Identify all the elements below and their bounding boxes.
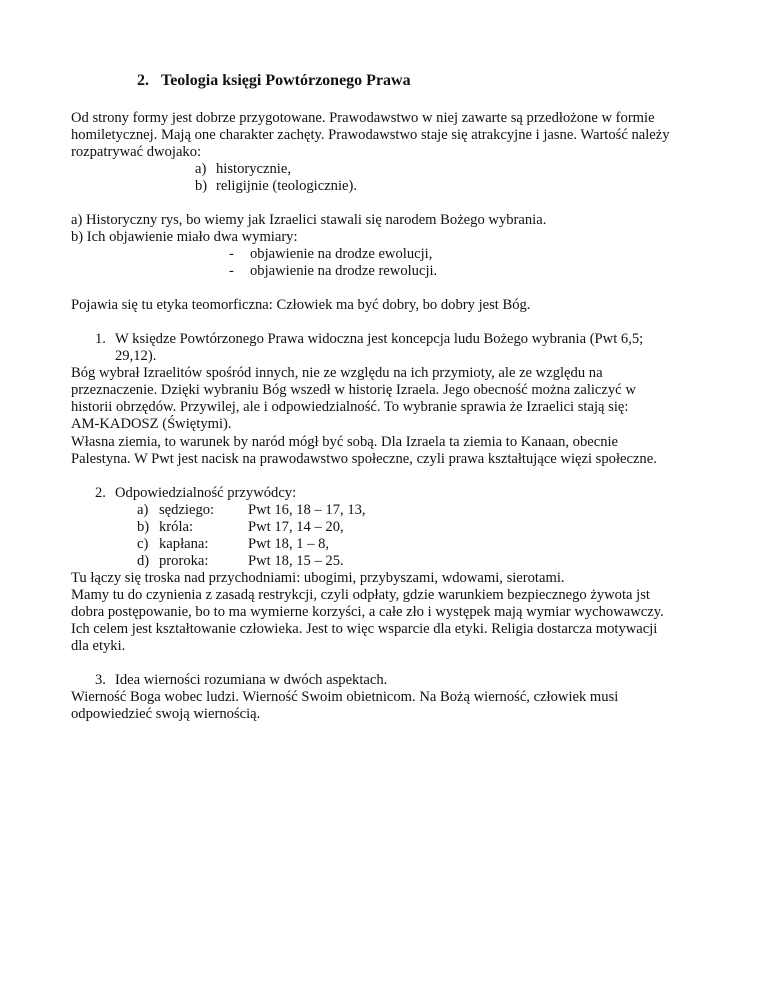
point-title: Odpowiedzialność przywódcy: (115, 485, 297, 501)
scripture-ref: Pwt 18, 15 – 25. (248, 553, 344, 569)
intro-line: rozpatrywać dwojako: (71, 144, 202, 160)
list-item: objawienie na drodze ewolucji, (250, 246, 433, 262)
paragraph-line: odpowiedzieć swoją wiernością. (71, 706, 261, 722)
scripture-ref: Pwt 18, 1 – 8, (248, 536, 330, 552)
list-item: religijnie (teologicznie). (216, 178, 358, 194)
paragraph-line: historii obrzędów. Przywilej, ale i odpowiedzialność. To wybranie sprawia że Izraelici stają się: (71, 399, 629, 415)
explanation-line: a) Historyczny rys, bo wiemy jak Izraelici stawali się narodem Bożego wybrania. (71, 212, 547, 228)
point-title: Idea wierności rozumiana w dwóch aspektach. (115, 672, 388, 688)
list-marker: b) (195, 178, 208, 194)
list-marker: d) (137, 553, 150, 569)
list-marker: b) (137, 519, 150, 535)
list-marker: a) (195, 161, 207, 177)
paragraph-line: Tu łączy się troska nad przychodniami: ubogimi, przybyszami, wdowami, sierotami. (71, 570, 565, 586)
intro-line: Od strony formy jest dobrze przygotowane. Prawodawstwo w niej zawarte są przedłożone w formie (71, 110, 655, 126)
explanation-line: b) Ich objawienie miało dwa wymiary: (71, 229, 298, 245)
paragraph-line: Mamy tu do czynienia z zasadą restrykcji, czyli odpłaty, gdzie warunkiem bezpiecznego żywota jst (71, 587, 650, 603)
paragraph-line: Ich celem jest kształtowanie człowieka. Jest to więc wsparcie dla etyki. Religia dostarcza motywacji (71, 621, 658, 637)
paragraph-line: Wierność Boga wobec ludzi. Wierność Swoim obietnicom. Na Bożą wierność, człowiek musi (71, 689, 619, 705)
point-title-cont: 29,12). (115, 348, 157, 364)
dash-marker: - (229, 246, 234, 262)
paragraph-line: dobra postępowanie, bo to ma wymierne korzyści, a całe zło i występek mają wymiar wychowawczy. (71, 604, 664, 620)
page-title: Teologia księgi Powtórzonego Prawa (161, 72, 411, 89)
role-label: proroka: (159, 553, 209, 569)
list-marker: c) (137, 536, 149, 552)
list-item: objawienie na drodze rewolucji. (250, 263, 438, 279)
point-number: 1. (95, 331, 106, 347)
list-marker: a) (137, 502, 149, 518)
intro-line: homiletycznej. Mają one charakter zachęty. Prawodawstwo staje się atrakcyjne i jasne. Wartość należy (71, 127, 670, 143)
paragraph-line: dla etyki. (71, 638, 126, 654)
dash-marker: - (229, 263, 234, 279)
list-item: historycznie, (216, 161, 291, 177)
point-number: 3. (95, 672, 106, 688)
role-label: sędziego: (159, 502, 215, 518)
role-label: króla: (159, 519, 194, 535)
paragraph-line: Palestyna. W Pwt jest nacisk na prawodawstwo społeczne, czyli prawa kształtujące więzi społeczne. (71, 451, 657, 467)
point-title: W księdze Powtórzonego Prawa widoczna jest koncepcja ludu Bożego wybrania (Pwt 6,5; (115, 331, 644, 347)
role-label: kapłana: (159, 536, 209, 552)
heading-number: 2. (137, 72, 149, 89)
point-number: 2. (95, 485, 106, 501)
scripture-ref: Pwt 17, 14 – 20, (248, 519, 344, 535)
paragraph-line: Bóg wybrał Izraelitów spośród innych, nie ze względu na ich przymioty, ale ze względu na (71, 365, 603, 381)
scripture-ref: Pwt 16, 18 – 17, 13, (248, 502, 366, 518)
paragraph-line: Własna ziemia, to warunek by naród mógł być sobą. Dla Izraela ta ziemia to Kanaan, obecnie (71, 434, 619, 450)
paragraph-line: AM-KADOSZ (Świętymi). (71, 416, 232, 432)
paragraph-line: przeznaczenie. Dzięki wybraniu Bóg wszedł w historię Izraela. Jego obecność można zaliczyć w (71, 382, 636, 398)
ethics-line: Pojawia się tu etyka teomorficzna: Człowiek ma być dobry, bo dobry jest Bóg. (71, 297, 531, 313)
